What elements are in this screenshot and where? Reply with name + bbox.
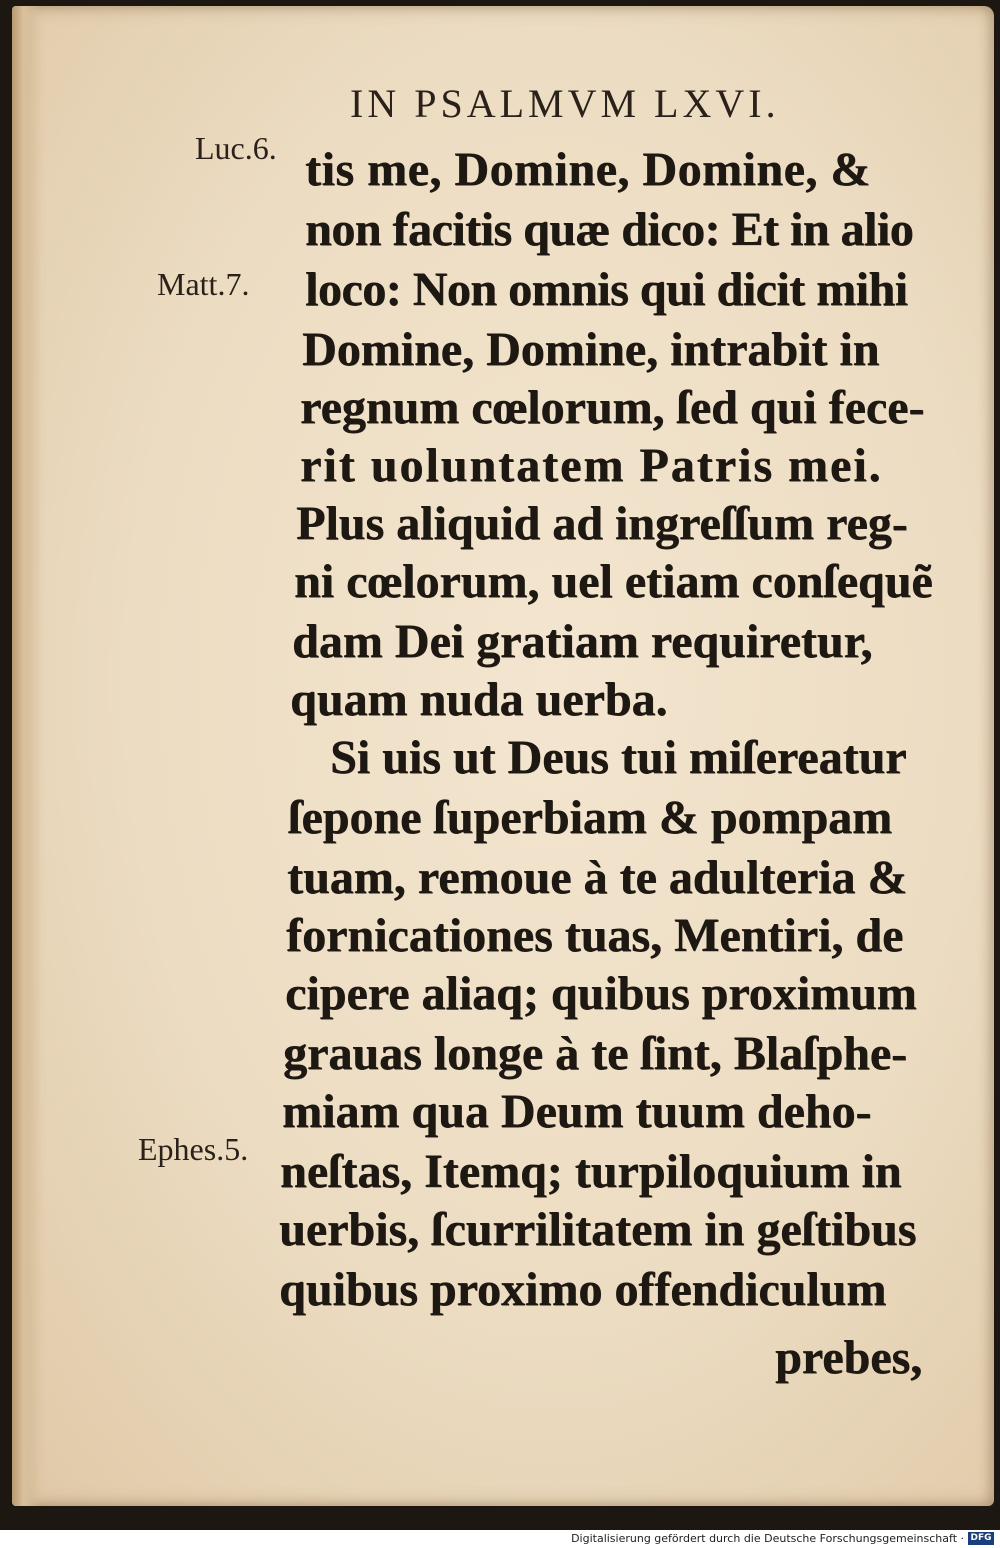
text-line: ſepone ſuperbiam & pompam bbox=[288, 791, 893, 844]
text-line: dam Dei gratiam requiretur, bbox=[292, 615, 873, 668]
text-line: non facitis quæ dico: Et in alio bbox=[305, 203, 914, 256]
text-line: neſtas, Itemq; turpiloquium in bbox=[280, 1145, 902, 1198]
dfg-logo-icon: DFG bbox=[968, 1532, 994, 1545]
text-line: rit uoluntatem Patris mei. bbox=[300, 439, 883, 492]
text-line: ni cœlorum, uel etiam conſequẽ bbox=[294, 555, 933, 608]
text-line: loco: Non omnis qui dicit mihi bbox=[305, 263, 908, 316]
text-line: quam nuda uerba. bbox=[290, 673, 668, 726]
text-line: regnum cœlorum, ſed qui fece- bbox=[300, 381, 925, 434]
text-line: quibus proximo offendiculum bbox=[279, 1263, 887, 1316]
text-line: cipere aliaq; quibus proximum bbox=[285, 967, 917, 1020]
text-line: Si uis ut Deus tui miſereatur bbox=[330, 731, 907, 784]
footer-bar bbox=[0, 1530, 1000, 1548]
catchword: prebes, bbox=[775, 1331, 923, 1384]
running-head: IN PSALMVM LXVI. bbox=[350, 81, 780, 126]
text-line: miam qua Deum tuum deho- bbox=[282, 1085, 872, 1138]
marginal-note: Ephes.5. bbox=[138, 1131, 249, 1167]
text-line: Plus aliquid ad ingreſſum reg- bbox=[296, 497, 908, 550]
text-line: grauas longe à te ſint, Blaſphe- bbox=[283, 1027, 908, 1080]
text-line: Domine, Domine, intrabit in bbox=[302, 323, 880, 376]
marginal-note: Matt.7. bbox=[157, 266, 250, 302]
text-line: fornicationes tuas, Mentiri, de bbox=[286, 909, 904, 962]
text-line: uerbis, ſcurrilitatem in geſtibus bbox=[279, 1203, 917, 1256]
funding-credit: Digitalisierung gefördert durch die Deutsche Forschungsgemeinschaft · bbox=[571, 1532, 964, 1545]
text-line: tuam, remoue à te adulteria & bbox=[287, 851, 908, 904]
text-line: tis me, Domine, Domine, & bbox=[305, 143, 871, 196]
marginal-note: Luc.6. bbox=[195, 130, 277, 166]
